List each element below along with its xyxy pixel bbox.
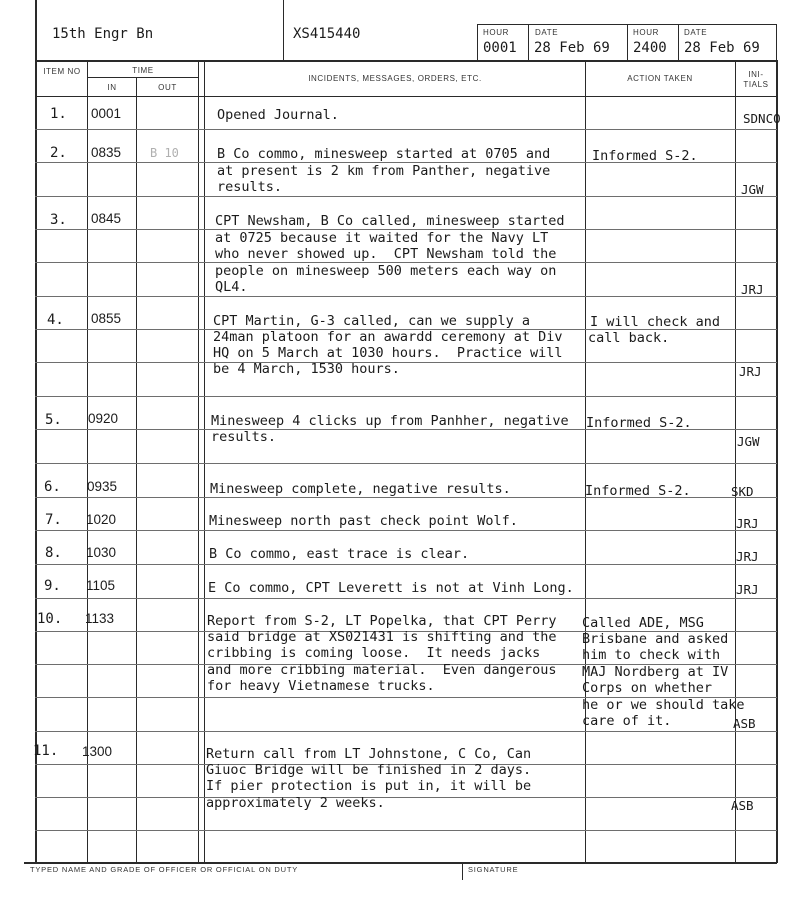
action-line: care of it. bbox=[582, 713, 672, 729]
entry-line: QL4. bbox=[215, 279, 248, 295]
time-in: 1300 bbox=[82, 744, 113, 759]
action-line: he or we should take bbox=[582, 697, 745, 713]
rule bbox=[35, 530, 777, 531]
signature-label: SIGNATURE bbox=[468, 865, 519, 874]
initials: ASB bbox=[733, 716, 756, 731]
to-date: 28 Feb 69 bbox=[684, 40, 760, 56]
column-time: TIME bbox=[132, 66, 154, 75]
entry-line: E Co commo, CPT Leverett is not at Vinh Long. bbox=[208, 580, 574, 596]
entry-line: and more cribbing material. Even dangerous bbox=[207, 662, 557, 678]
entry-line: cribbing is coming loose. It needs jacks bbox=[207, 645, 541, 661]
entry-line: be 4 March, 1530 hours. bbox=[213, 361, 400, 377]
action-line: Brisbane and asked bbox=[582, 631, 729, 647]
rule bbox=[735, 60, 736, 863]
rule bbox=[283, 0, 284, 60]
time-in: 1030 bbox=[86, 545, 117, 560]
column-item-no: ITEM NO bbox=[43, 67, 81, 76]
initials: JRJ bbox=[739, 364, 762, 379]
item-number: 2. bbox=[50, 145, 67, 161]
rule bbox=[35, 830, 777, 831]
rule bbox=[35, 598, 777, 599]
rule bbox=[24, 862, 777, 864]
action-line: him to check with bbox=[582, 647, 721, 663]
entry-line: at present is 2 km from Panther, negative bbox=[217, 163, 551, 179]
initials: JRJ bbox=[736, 549, 759, 564]
initials: SKD bbox=[731, 484, 754, 499]
action-line: Corps on whether bbox=[582, 680, 713, 696]
action-line: Called ADE, MSG bbox=[582, 615, 704, 631]
column-initials: INI-TIALS bbox=[743, 70, 769, 89]
entry-line: results. bbox=[211, 429, 277, 445]
time-in: 1105 bbox=[86, 578, 116, 593]
item-number: 6. bbox=[44, 479, 61, 495]
entry-line: people on minesweep 500 meters each way on bbox=[215, 263, 557, 279]
action-line: Informed S-2. bbox=[586, 415, 692, 431]
entry-line: Minesweep north past check point Wolf. bbox=[209, 513, 518, 529]
faint-mark: B 10 bbox=[150, 146, 179, 160]
entry-line: CPT Newsham, B Co called, minesweep started bbox=[215, 213, 565, 229]
column-time-out: OUT bbox=[158, 83, 177, 92]
time-in: 1133 bbox=[85, 611, 115, 626]
rule bbox=[35, 463, 777, 464]
entry-line: Giuoc Bridge will be finished in 2 days. bbox=[206, 762, 532, 778]
rule bbox=[198, 60, 199, 863]
entry-line: for heavy Vietnamese trucks. bbox=[207, 678, 435, 694]
entry-line: B Co commo, minesweep started at 0705 and bbox=[217, 146, 551, 162]
from-hour: 0001 bbox=[483, 40, 517, 56]
item-number: 7. bbox=[45, 512, 62, 528]
time-in: 0835 bbox=[91, 145, 122, 160]
entry-line: 24man platoon for an awardd ceremony at Div bbox=[213, 329, 563, 345]
rule bbox=[35, 564, 777, 565]
entry-line: results. bbox=[217, 179, 283, 195]
item-number: 1. bbox=[50, 106, 67, 122]
from-hour-label: HOUR bbox=[483, 28, 509, 37]
entry-line: Opened Journal. bbox=[217, 107, 339, 123]
entry-line: If pier protection is put in, it will be bbox=[206, 778, 532, 794]
unit-name: 15th Engr Bn bbox=[52, 26, 154, 42]
rule bbox=[35, 129, 777, 130]
initials: JRJ bbox=[736, 582, 759, 597]
item-number: 9. bbox=[44, 578, 61, 594]
time-in: 1020 bbox=[86, 512, 117, 527]
rule bbox=[35, 296, 777, 297]
initials: JGW bbox=[741, 182, 764, 197]
initials: JGW bbox=[737, 434, 760, 449]
rule bbox=[35, 396, 777, 397]
time-in: 0845 bbox=[91, 211, 122, 226]
entry-line: CPT Martin, G-3 called, can we supply a bbox=[213, 313, 530, 329]
action-line: MAJ Nordberg at IV bbox=[582, 664, 729, 680]
initials: SDNCO bbox=[743, 111, 781, 126]
entry-line: Minesweep 4 clicks up from Panhher, negative bbox=[211, 413, 569, 429]
rule bbox=[35, 96, 777, 97]
to-date-label: DATE bbox=[684, 28, 708, 37]
item-number: 10. bbox=[37, 611, 63, 627]
typed-name-label: TYPED NAME AND GRADE OF OFFICER OR OFFICIAL ON DUTY bbox=[30, 865, 299, 874]
action-line: Informed S-2. bbox=[592, 148, 698, 164]
rule bbox=[776, 60, 778, 863]
rule bbox=[35, 362, 777, 363]
time-in: 0935 bbox=[87, 479, 118, 494]
action-line: I will check and bbox=[590, 314, 721, 330]
to-hour-label: HOUR bbox=[633, 28, 659, 37]
rule bbox=[462, 862, 463, 880]
column-action-taken: ACTION TAKEN bbox=[627, 74, 693, 83]
entry-line: who never showed up. CPT Newsham told the bbox=[215, 246, 557, 262]
entry-line: approximately 2 weeks. bbox=[206, 795, 385, 811]
rule bbox=[477, 24, 478, 60]
action-line: call back. bbox=[588, 330, 670, 346]
entry-line: Minesweep complete, negative results. bbox=[210, 481, 511, 497]
to-hour: 2400 bbox=[633, 40, 667, 56]
item-number: 8. bbox=[45, 545, 62, 561]
initials: JRJ bbox=[736, 516, 759, 531]
rule bbox=[585, 60, 586, 863]
entry-line: Return call from LT Johnstone, C Co, Can bbox=[206, 746, 532, 762]
rule bbox=[627, 24, 628, 60]
rule bbox=[678, 24, 679, 60]
initials: JRJ bbox=[741, 282, 764, 297]
initials: ASB bbox=[731, 798, 754, 813]
rule bbox=[35, 196, 777, 197]
rule bbox=[528, 24, 529, 60]
from-date: 28 Feb 69 bbox=[534, 40, 610, 56]
rule bbox=[87, 60, 88, 863]
column-incidents: INCIDENTS, MESSAGES, ORDERS, ETC. bbox=[308, 74, 482, 83]
unit-location: XS415440 bbox=[293, 26, 361, 42]
action-line: Informed S-2. bbox=[585, 483, 691, 499]
rule bbox=[35, 0, 37, 60]
rule bbox=[35, 731, 777, 732]
entry-line: said bridge at XS021431 is shifting and the bbox=[207, 629, 557, 645]
item-number: 11. bbox=[33, 743, 59, 759]
item-number: 4. bbox=[47, 312, 64, 328]
time-in: 0001 bbox=[91, 106, 122, 121]
rule bbox=[776, 24, 777, 60]
entry-line: Report from S-2, LT Popelka, that CPT Perry bbox=[207, 613, 557, 629]
column-time-in: IN bbox=[107, 83, 117, 92]
rule bbox=[477, 24, 776, 25]
time-in: 0855 bbox=[91, 311, 122, 326]
entry-line: at 0725 because it waited for the Navy LT bbox=[215, 230, 549, 246]
rule bbox=[35, 797, 777, 798]
from-date-label: DATE bbox=[535, 28, 559, 37]
rule bbox=[35, 60, 777, 62]
time-in: 0920 bbox=[88, 411, 119, 426]
item-number: 3. bbox=[50, 212, 67, 228]
rule bbox=[204, 60, 205, 863]
rule bbox=[136, 77, 137, 863]
entry-line: HQ on 5 March at 1030 hours. Practice will bbox=[213, 345, 563, 361]
item-number: 5. bbox=[45, 412, 62, 428]
rule bbox=[88, 77, 198, 78]
entry-line: B Co commo, east trace is clear. bbox=[209, 546, 470, 562]
